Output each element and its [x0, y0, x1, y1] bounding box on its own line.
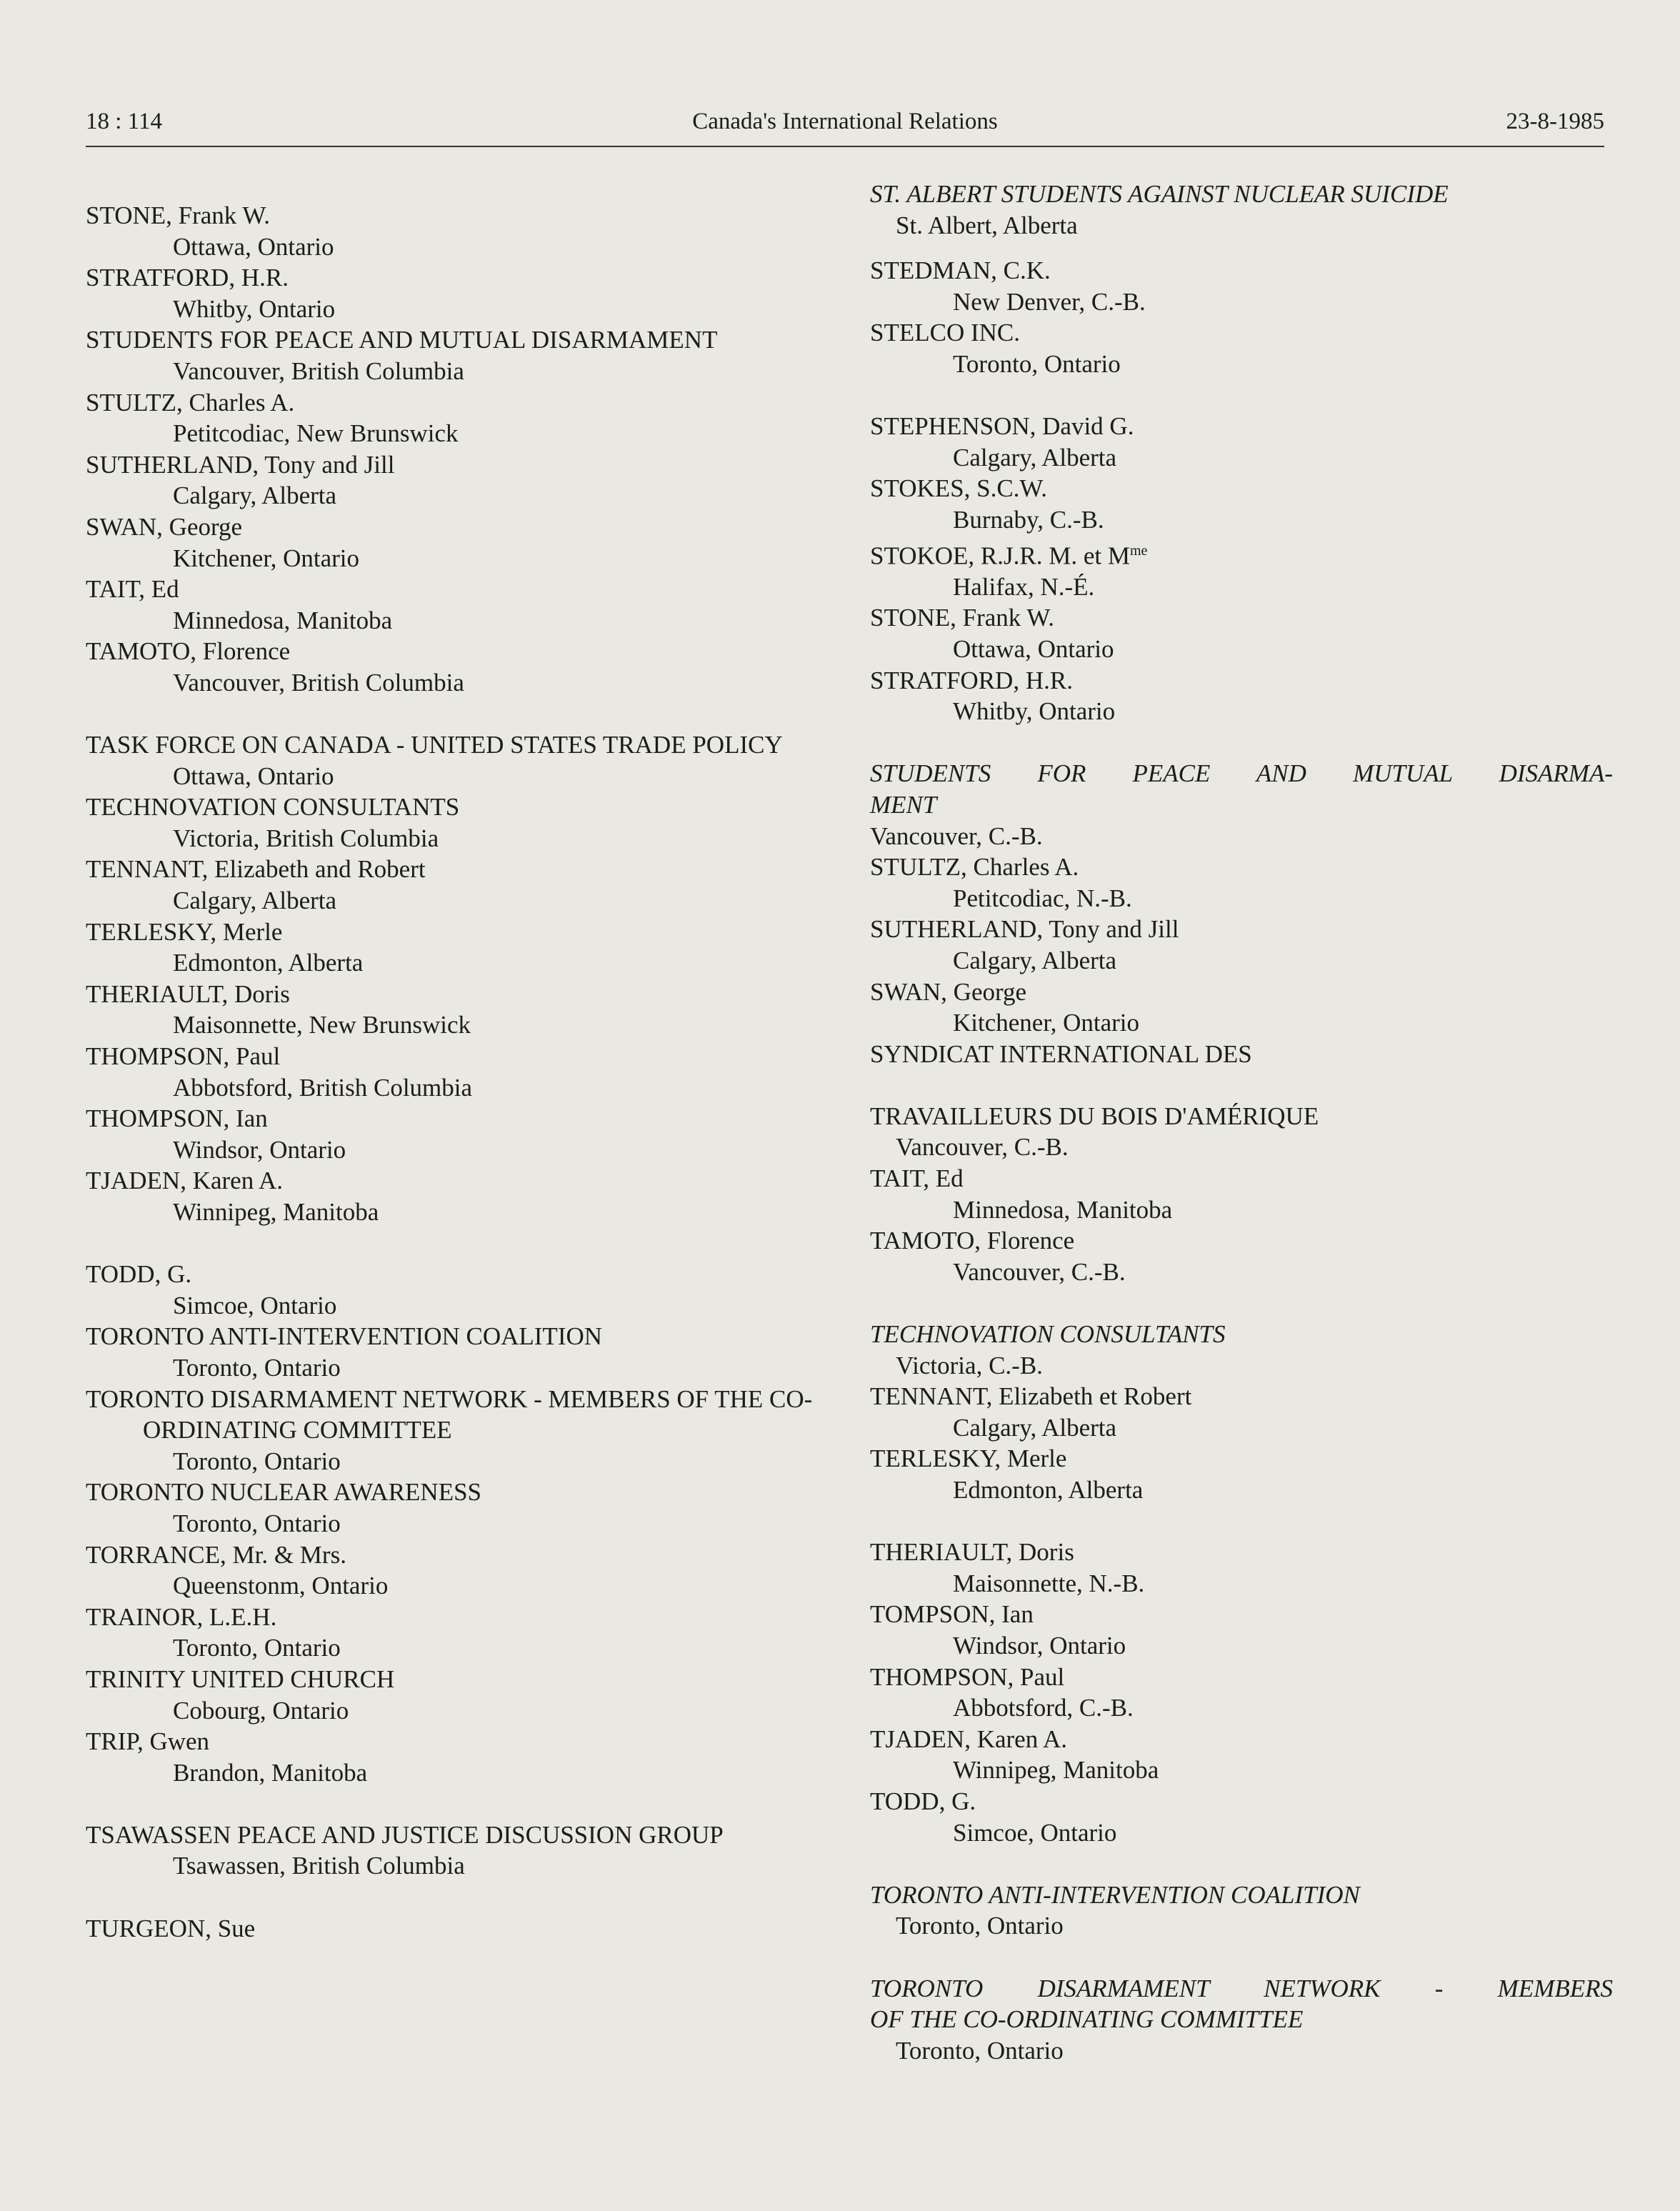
list-item: [86, 1103, 843, 1165]
entry-location: New Denver, C.-B.: [953, 287, 1146, 316]
entry-location: Maisonnette, New Brunswick: [173, 1011, 471, 1039]
entry-name: TASK FORCE ON CANADA - UNITED STATES TRADE POLICY: [86, 731, 783, 759]
list-item: [870, 1039, 1613, 1070]
entry-name: TJADEN, Karen A.: [870, 1725, 1068, 1753]
entry-location: Calgary, Alberta: [173, 481, 337, 510]
entry-name: THOMPSON, Paul: [86, 1042, 281, 1071]
entry-location: Winnipeg, Manitoba: [173, 1198, 379, 1226]
entry-location: Toronto, Ontario: [896, 2036, 1064, 2065]
entry-name: TODD, G.: [870, 1787, 976, 1815]
entry-location: Windsor, Ontario: [173, 1135, 346, 1164]
entry-location: Windsor, Ontario: [953, 1631, 1126, 1660]
list-item: [870, 758, 1613, 852]
entry-location: Toronto, Ontario: [953, 349, 1121, 378]
entry-name: TSAWASSEN PEACE AND JUSTICE DISCUSSION GROUP: [86, 1820, 724, 1849]
list-item: [870, 255, 1613, 317]
entry-location: Toronto, Ontario: [896, 1912, 1064, 1940]
entry-location: Petitcodiac, N.-B.: [953, 884, 1132, 912]
entry-name: TORONTO ANTI-INTERVENTION COALITION: [870, 1880, 1360, 1909]
entry-location: St. Albert, Alberta: [896, 211, 1078, 239]
entry-name: STELCO INC.: [870, 319, 1020, 347]
entry-location: Edmonton, Alberta: [173, 949, 364, 977]
entry-name: STUDENTS FOR PEACE AND MUTUAL DISARMA-: [870, 759, 1613, 788]
list-item: [86, 262, 843, 324]
entry-name: TORONTO NUCLEAR AWARENESS: [86, 1478, 482, 1507]
entry-location: Queenstonm, Ontario: [173, 1572, 389, 1600]
entry-location: Minnedosa, Manitoba: [953, 1195, 1173, 1224]
entry-name: TECHNOVATION CONSULTANTS: [870, 1320, 1226, 1349]
list-item: [86, 854, 843, 916]
entry-name: TRAVAILLEURS DU BOIS D'AMÉRIQUE: [870, 1102, 1319, 1130]
entry-name: TERLESKY, Merle: [870, 1444, 1067, 1473]
entry-location: Toronto, Ontario: [173, 1509, 341, 1537]
entry-name: STRATFORD, H.R.: [870, 666, 1073, 694]
entry-name: SWAN, George: [870, 977, 1027, 1006]
entry-name: THERIAULT, Doris: [870, 1538, 1074, 1567]
entry-location: Burnaby, C.-B.: [953, 505, 1104, 534]
right-column: [870, 179, 1613, 2066]
entry-name: TRIP, Gwen: [86, 1727, 210, 1756]
list-item: [86, 1539, 843, 1602]
spacer: [870, 1287, 1613, 1319]
list-item: [86, 979, 843, 1041]
list-item: [870, 852, 1613, 914]
entry-name: STOKES, S.C.W.: [870, 474, 1047, 503]
list-item: [86, 449, 843, 511]
list-item: [86, 729, 843, 792]
entry-location: Ottawa, Ontario: [173, 762, 334, 790]
entry-location: Vancouver, British Columbia: [173, 668, 464, 697]
list-item: [86, 200, 843, 262]
list-item: [86, 917, 843, 979]
entry-location: Toronto, Ontario: [173, 1634, 341, 1662]
entry-name: TECHNOVATION CONSULTANTS: [86, 793, 460, 822]
list-item: [86, 1726, 843, 1788]
entry-name: TERLESKY, Merle: [86, 917, 283, 946]
list-item: [870, 914, 1613, 976]
entry-location: Ottawa, Ontario: [173, 232, 334, 261]
entry-name: TJADEN, Karen A.: [86, 1167, 284, 1195]
entry-name: SYNDICAT INTERNATIONAL DES: [870, 1039, 1252, 1068]
entry-location: Petitcodiac, New Brunswick: [173, 419, 459, 448]
spacer: [86, 1228, 843, 1259]
spacer: [870, 380, 1613, 411]
entry-name: TAMOTO, Florence: [870, 1227, 1075, 1255]
page-number: 18 : 114: [86, 109, 162, 134]
list-item: [870, 1786, 1613, 1848]
entry-name: TAIT, Ed: [870, 1164, 964, 1193]
entry-location: Vancouver, C.-B.: [896, 1133, 1069, 1162]
entry-location: Vancouver, C.-B.: [953, 1257, 1126, 1286]
entry-name: STULTZ, Charles A.: [870, 853, 1079, 882]
list-item: [870, 179, 1613, 241]
list-item: [870, 1880, 1613, 1942]
entry-location: Minnedosa, Manitoba: [173, 606, 393, 634]
entry-location: Winnipeg, Manitoba: [953, 1756, 1159, 1785]
entry-name-cont: MENT: [870, 790, 937, 819]
spacer: [870, 1506, 1613, 1537]
entry-name-cont: OF THE CO-ORDINATING COMMITTEE: [870, 2005, 1304, 2034]
entry-name: THOMPSON, Ian: [86, 1104, 268, 1133]
entry-name: TRINITY UNITED CHURCH: [86, 1665, 395, 1693]
list-item: [870, 1443, 1613, 1505]
entry-location: Vancouver, British Columbia: [173, 356, 464, 385]
entry-name: STUDENTS FOR PEACE AND MUTUAL DISARMAMENT: [86, 326, 718, 354]
spacer: [86, 1882, 843, 1913]
list-item: [870, 473, 1613, 535]
entry-name: STOKOE, R.J.R. M. et $M^{me}$: [870, 541, 1148, 570]
list-item: [86, 1664, 843, 1726]
spacer: [870, 1848, 1613, 1880]
entry-name: TAIT, Ed: [86, 575, 179, 604]
entry-name: SUTHERLAND, Tony and Jill: [86, 450, 395, 479]
spacer: [870, 1069, 1613, 1101]
list-item: [86, 636, 843, 698]
list-item: [86, 1477, 843, 1539]
entry-location: Toronto, Ontario: [173, 1353, 341, 1382]
entry-location: Whitby, Ontario: [173, 294, 336, 323]
spacer: [86, 1788, 843, 1820]
header-date: 23-8-1985: [1506, 109, 1604, 134]
list-item: [86, 387, 843, 449]
entry-name: STEDMAN, C.K.: [870, 256, 1051, 285]
entry-location: Abbotsford, British Columbia: [173, 1073, 473, 1102]
left-column: [86, 200, 843, 1944]
entry-name: SUTHERLAND, Tony and Jill: [870, 915, 1179, 944]
spacer: [870, 727, 1613, 759]
entry-location: Victoria, British Columbia: [173, 824, 439, 852]
entry-name: THOMPSON, Paul: [870, 1662, 1065, 1691]
entry-location: Whitby, Ontario: [953, 697, 1116, 726]
entry-name: TOMPSON, Ian: [870, 1600, 1034, 1629]
entry-name: TRAINOR, L.E.H.: [86, 1602, 277, 1631]
list-item: [86, 792, 843, 854]
entry-location: Kitchener, Ontario: [173, 544, 359, 572]
list-item: [870, 317, 1613, 379]
entry-location: Abbotsford, C.-B.: [953, 1694, 1134, 1722]
list-item: [86, 1041, 843, 1103]
list-item: [870, 1101, 1613, 1163]
entry-location: Halifax, N.-É.: [953, 572, 1095, 601]
entry-name: TORONTO DISARMAMENT NETWORK - MEMBERS OF THE CO-ORDINATING COMMITTEE: [86, 1384, 813, 1444]
entry-name: TORONTO DISARMAMENT NETWORK - MEMBERS: [870, 1974, 1613, 2002]
list-item: [86, 1602, 843, 1664]
list-item: [86, 1820, 843, 1882]
entry-name: THERIAULT, Doris: [86, 979, 290, 1008]
entry-name: TORRANCE, Mr. & Mrs.: [86, 1540, 346, 1569]
list-item: [870, 411, 1613, 473]
entry-location: Victoria, C.-B.: [896, 1351, 1043, 1379]
entry-name: STEPHENSON, David G.: [870, 412, 1134, 441]
list-item: [870, 1973, 1613, 2067]
spacer: [870, 1942, 1613, 1973]
list-item: [870, 977, 1613, 1039]
entry-name: SWAN, George: [86, 512, 243, 541]
entry-location: Simcoe, Ontario: [173, 1291, 337, 1319]
entry-location: Brandon, Manitoba: [173, 1758, 368, 1787]
entry-location: Kitchener, Ontario: [953, 1009, 1139, 1037]
page-header: [86, 106, 1604, 147]
list-item: [870, 536, 1613, 603]
entry-name: TURGEON, Sue: [86, 1914, 256, 1942]
list-item: [86, 1165, 843, 1227]
entry-name: TAMOTO, Florence: [86, 637, 291, 666]
list-item: [86, 1259, 843, 1321]
list-item: [870, 665, 1613, 727]
entry-name: TORONTO ANTI-INTERVENTION COALITION: [86, 1322, 603, 1351]
entry-name: TENNANT, Elizabeth and Robert: [86, 855, 426, 884]
entry-name: STONE, Frank W.: [870, 604, 1054, 632]
list-item: [870, 1537, 1613, 1599]
entry-name: TENNANT, Elizabeth et Robert: [870, 1382, 1192, 1411]
list-item: [870, 1599, 1613, 1661]
list-item: [86, 1913, 843, 1945]
list-item: [86, 511, 843, 574]
entry-location: Edmonton, Alberta: [953, 1476, 1144, 1504]
entry-location: Calgary, Alberta: [953, 1413, 1117, 1442]
list-item: [870, 1724, 1613, 1786]
list-item: [870, 1319, 1613, 1381]
list-item: [870, 1662, 1613, 1724]
running-title: Canada's International Relations: [692, 109, 998, 134]
entry-name: STONE, Frank W.: [86, 201, 270, 229]
list-item: [86, 574, 843, 636]
entry-location: Vancouver, C.-B.: [870, 822, 1043, 850]
entry-name: STRATFORD, H.R.: [86, 264, 289, 292]
spacer: [86, 699, 843, 730]
entry-name: TODD, G.: [86, 1260, 192, 1289]
entry-location: Ottawa, Ontario: [953, 634, 1114, 663]
entry-location: Calgary, Alberta: [953, 443, 1117, 471]
entry-location: Maisonnette, N.-B.: [953, 1569, 1145, 1597]
list-item: [86, 1321, 843, 1383]
entry-location: Tsawassen, British Columbia: [173, 1852, 465, 1880]
list-item: [86, 1384, 843, 1477]
entry-name: STULTZ, Charles A.: [86, 388, 295, 416]
entry-location: Toronto, Ontario: [173, 1447, 341, 1475]
list-item: [870, 1163, 1613, 1225]
entry-location: Cobourg, Ontario: [173, 1696, 349, 1725]
list-item: [870, 1381, 1613, 1443]
entry-location: Simcoe, Ontario: [953, 1818, 1117, 1847]
list-item: [870, 602, 1613, 664]
spacer: [870, 241, 1613, 255]
list-item: [870, 1225, 1613, 1287]
list-item: [86, 324, 843, 386]
entry-location: Calgary, Alberta: [953, 946, 1117, 974]
entry-location: Calgary, Alberta: [173, 887, 337, 915]
entry-name: ST. ALBERT STUDENTS AGAINST NUCLEAR SUICIDE: [870, 180, 1449, 208]
